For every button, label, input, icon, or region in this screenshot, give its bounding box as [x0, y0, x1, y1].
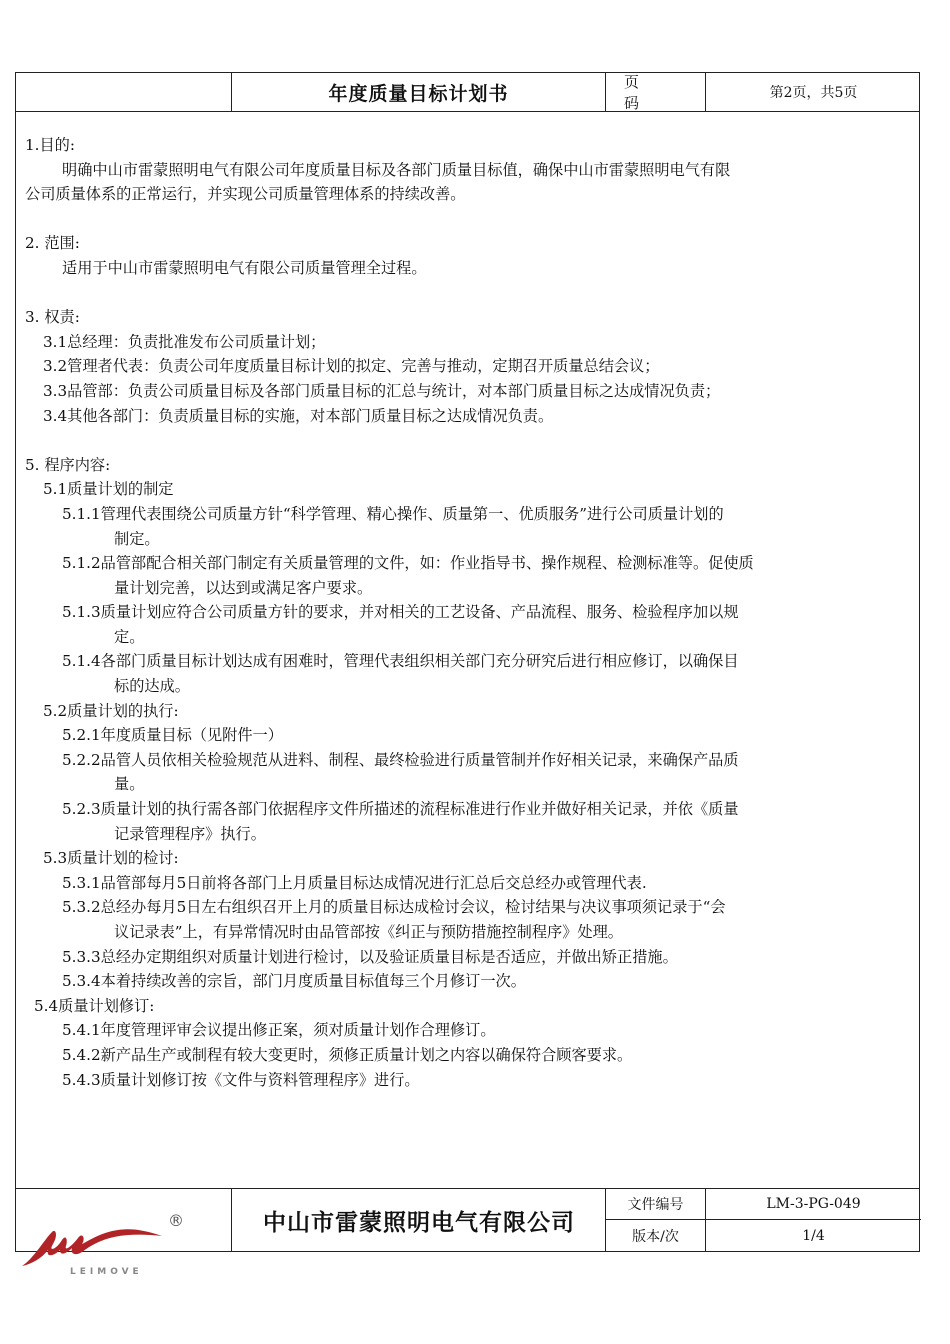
- body-line: 3.2管理者代表：负责公司年度质量目标计划的拟定、完善与推动，定期召开质量总结会议；: [43, 357, 660, 376]
- body-line: 5.1.2品管部配合相关部门制定有关质量管理的文件，如：作业指导书、操作规程、检测标准等。促使质: [62, 554, 754, 573]
- body-line: 议记录表”上，有异常情况时由品管部按《纠正与预防措施控制程序》处理。: [114, 923, 623, 941]
- body-line: 5.4.2新产品生产或制程有较大变更时，须修正质量计划之内容以确保符合顾客要求。: [62, 1045, 633, 1064]
- doc-number-label: 文件编号: [605, 1189, 705, 1220]
- body-line: 5.4.3质量计划修订按《文件与资料管理程序》进行。: [62, 1070, 420, 1089]
- body-line: 5.4.1年度管理评审会议提出修正案，须对质量计划作合理修订。: [62, 1021, 496, 1040]
- body-line: 5.3质量计划的检讨:: [43, 849, 179, 868]
- company-logo: [20, 1210, 200, 1280]
- body-line: 5. 程序内容:: [25, 455, 111, 474]
- document-header: [16, 73, 919, 112]
- document-frame: [15, 72, 920, 1252]
- body-line: 5.4质量计划修订:: [34, 996, 155, 1015]
- body-line: 3.3品管部：负责公司质量目标及各部门质量目标的汇总与统计，对本部门质量目标之达成情况负责；: [43, 381, 721, 400]
- body-line: 5.3.4本着持续改善的宗旨，部门月度质量目标值每三个月修订一次。: [62, 972, 526, 991]
- body-line: 量计划完善，以达到或满足客户要求。: [114, 578, 373, 597]
- body-line: 3.4其他各部门：负责质量目标的实施，对本部门质量目标之达成情况负责。: [43, 406, 554, 425]
- body-line: 5.2.2品管人员依相关检验规范从进料、制程、最终检验进行质量管制并作好相关记录，来确保产品质: [62, 750, 739, 769]
- body-line: 3.1总经理：负责批准发布公司质量计划；: [43, 332, 326, 351]
- registered-mark: ®: [168, 1211, 184, 1230]
- body-line: 标的达成。: [114, 677, 190, 696]
- logo-swoosh: [22, 1229, 162, 1266]
- body-line: 5.3.2总经办每月5日左右组织召开上月的质量目标达成检讨会议，检讨结果与决议事项须记录于“会: [62, 898, 726, 917]
- document-body: [16, 111, 919, 1092]
- body-line: 5.2.3质量计划的执行需各部门依据程序文件所描述的流程标准进行作业并做好相关记录，并依《质量: [62, 800, 739, 819]
- logo-brand-text: LEIMOVE: [70, 1267, 143, 1277]
- body-line: 明确中山市雷蒙照明电气有限公司年度质量目标及各部门质量目标值，确保中山市雷蒙照明电气有限: [62, 160, 731, 179]
- document-info-grid: [605, 1189, 921, 1251]
- doc-number-value: LM-3-PG-049: [705, 1189, 921, 1220]
- body-line: 5.1.3质量计划应符合公司质量方针的要求，并对相关的工艺设备、产品流程、服务、检验程序加以规: [62, 603, 739, 622]
- body-line: 5.1.1管理代表围绕公司质量方针“科学管理、精心操作、质量第一、优质服务”进行公司质量计划的: [62, 504, 724, 523]
- document-title: 年度质量目标计划书: [231, 73, 605, 111]
- body-line: 制定。: [114, 529, 160, 548]
- body-line: 5.2.1年度质量目标（见附件一）: [62, 726, 283, 745]
- body-line: 5.1.4各部门质量目标计划达成有困难时，管理代表组织相关部门充分研究后进行相应修订，以确保目: [62, 652, 739, 671]
- body-line: 适用于中山市雷蒙照明电气有限公司质量管理全过程。: [62, 258, 427, 277]
- body-line: 量。: [114, 775, 145, 794]
- body-line: 5.1质量计划的制定: [43, 480, 174, 499]
- body-line: 1.目的:: [25, 136, 75, 154]
- body-line: 3. 权责:: [25, 308, 80, 327]
- company-name: 中山市雷蒙照明电气有限公司: [231, 1189, 606, 1251]
- blank-line: [16, 281, 919, 306]
- body-line: 公司质量体系的正常运行，并实现公司质量管理体系的持续改善。: [25, 185, 466, 204]
- blank-line: [16, 207, 919, 232]
- version-value: 1/4: [705, 1220, 921, 1251]
- body-line: 记录管理程序》执行。: [114, 824, 266, 843]
- body-line: 5.3.1品管部每月5日前将各部门上月质量目标达成情况进行汇总后交总经办或管理代表.: [62, 873, 647, 892]
- version-label: 版本/次: [605, 1220, 705, 1251]
- body-line: 2. 范围:: [25, 234, 80, 253]
- blank-line: [16, 428, 919, 453]
- body-line: 5.3.3总经办定期组织对质量计划进行检讨，以及验证质量目标是否适应，并做出矫正措施。: [62, 947, 678, 966]
- page-label: 页 码: [605, 73, 705, 111]
- body-line: 5.2质量计划的执行:: [43, 701, 179, 720]
- body-line: 定。: [114, 627, 145, 646]
- page-number: 第2页，共5页: [705, 73, 921, 111]
